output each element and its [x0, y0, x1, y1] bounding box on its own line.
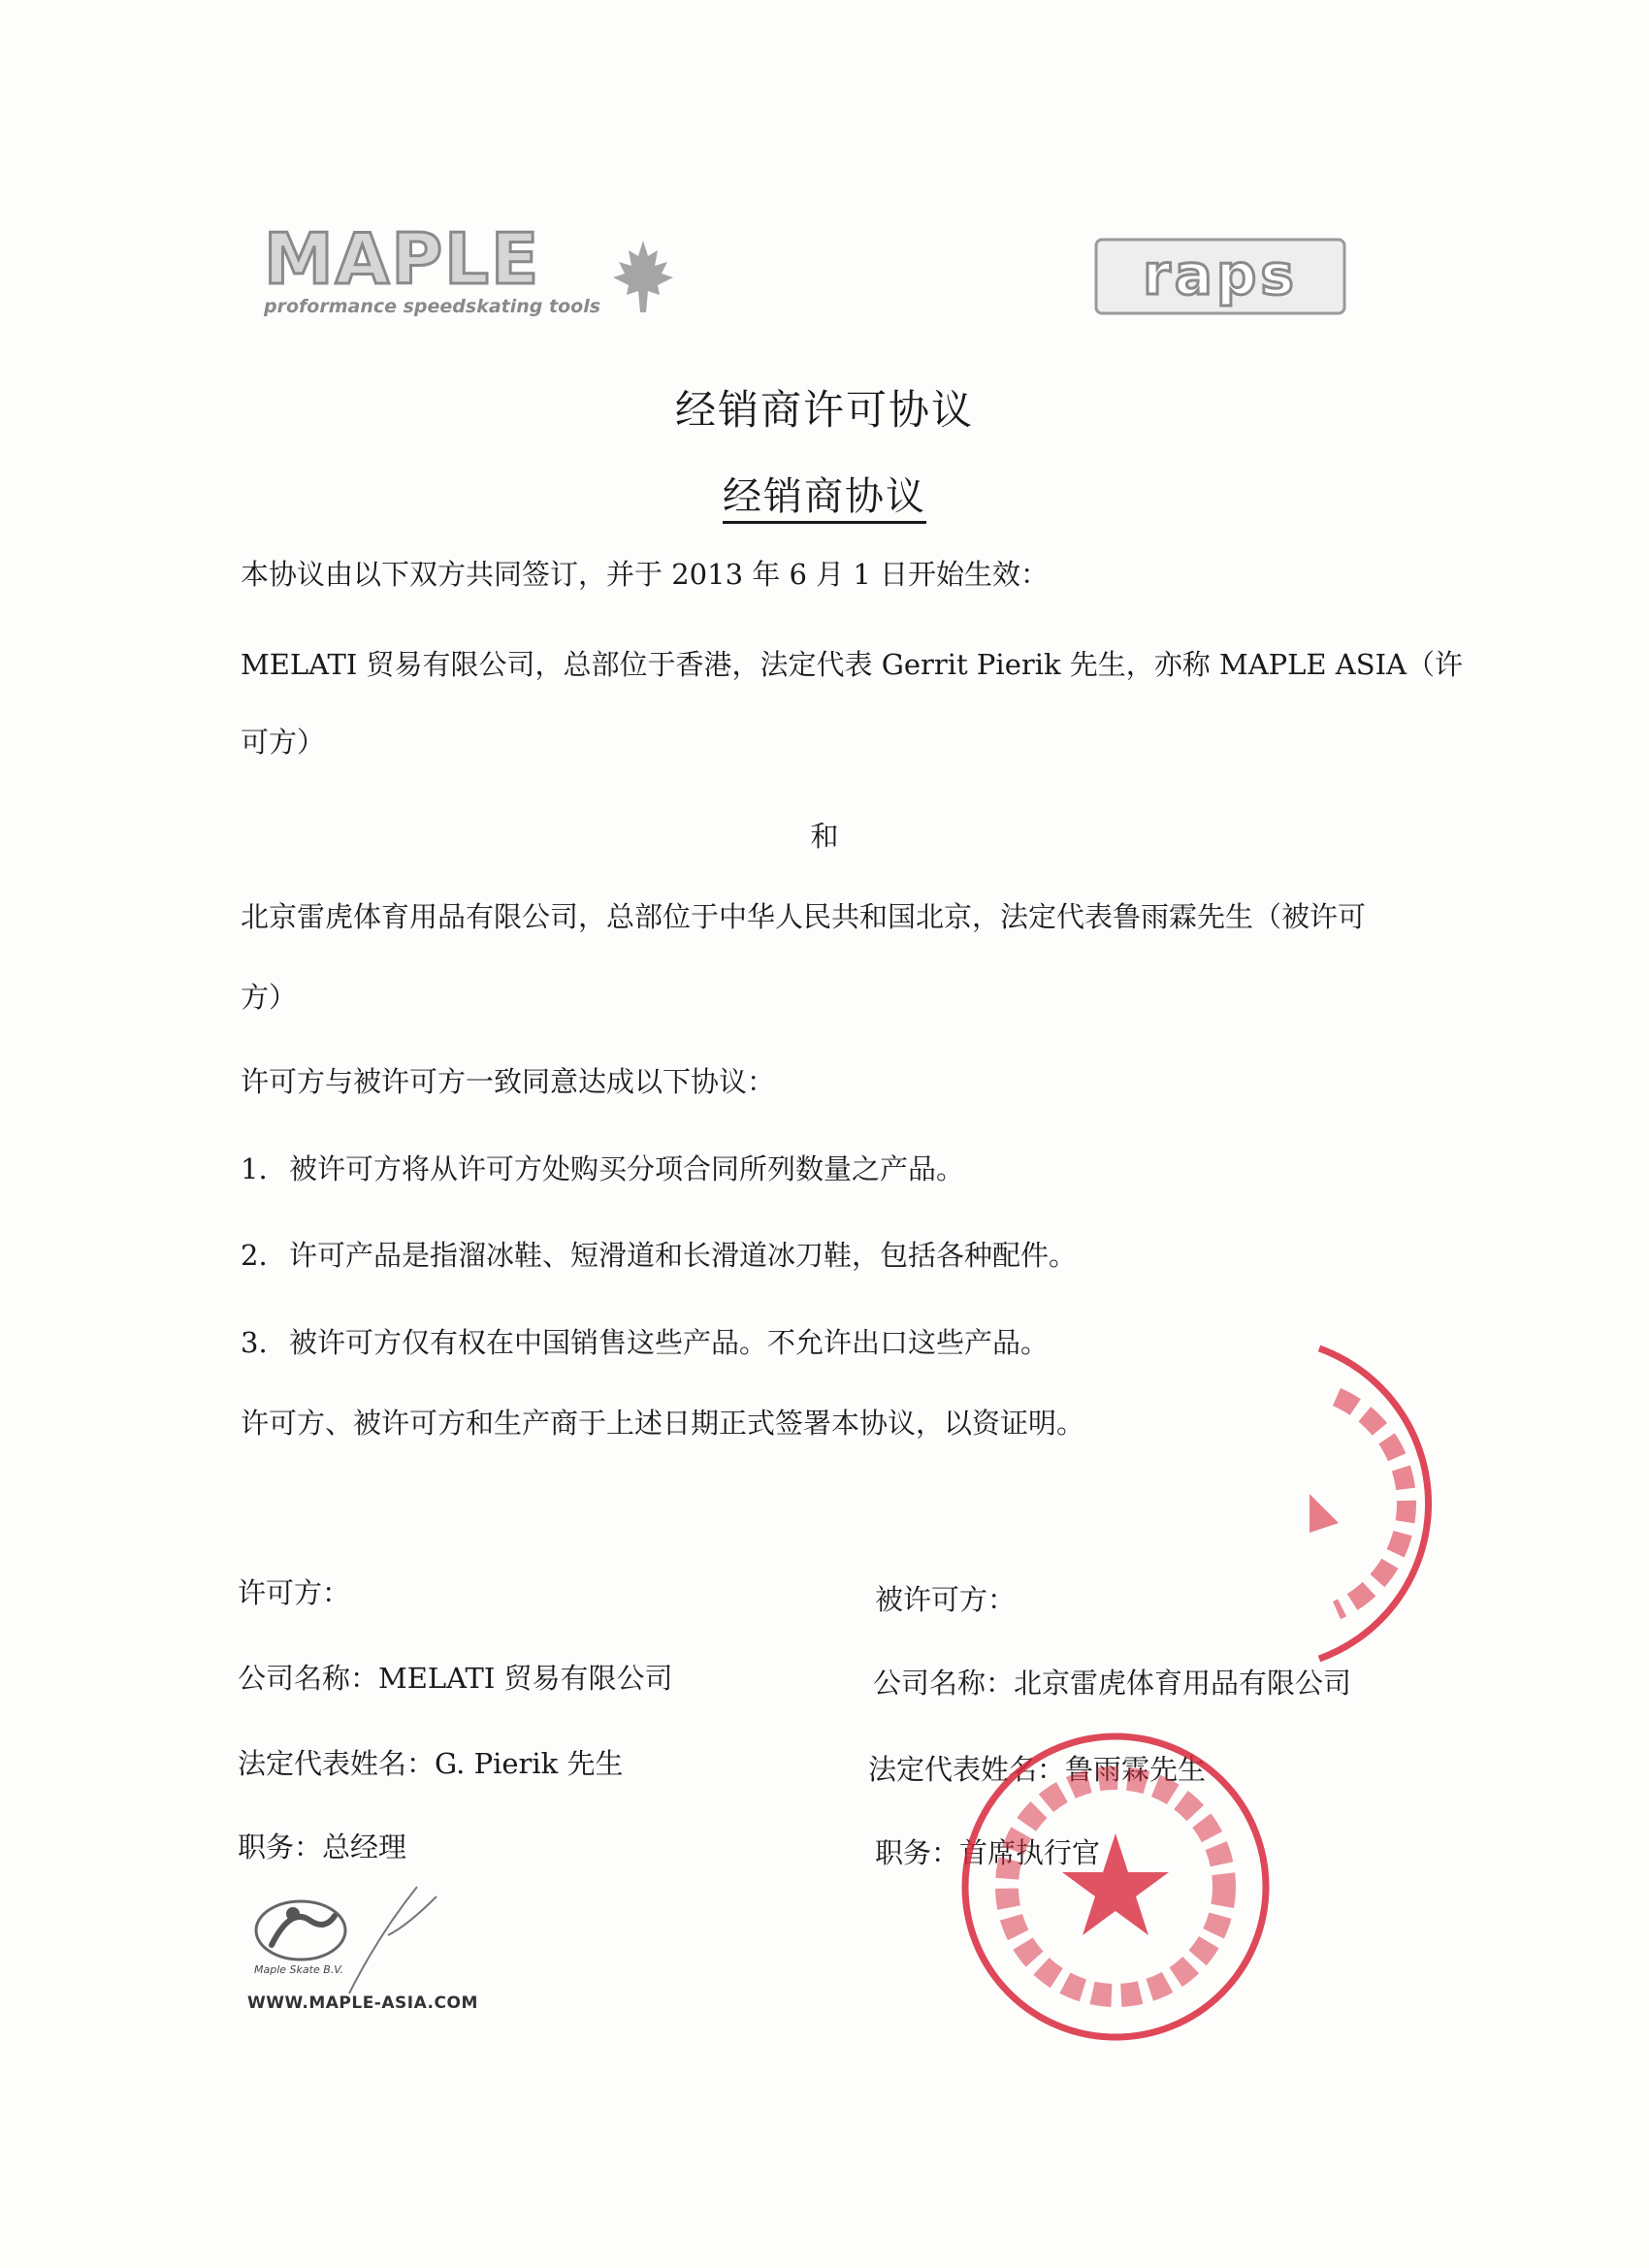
document-subtitle — [0, 466, 1649, 521]
clause-number: 3. — [241, 1326, 268, 1359]
website-url: WWW.MAPLE-ASIA.COM — [247, 1993, 478, 2013]
party-a-line-1: MELATI 贸易有限公司，总部位于香港，法定代表 Gerrit Pierik 先生，亦称 MAPLE ASIA（许 — [241, 648, 1464, 681]
clause-text: 许可产品是指溜冰鞋、短滑道和长滑道冰刀鞋，包括各种配件。 — [289, 1239, 1078, 1272]
clause-text: 被许可方将从许可方处购买分项合同所列数量之产品。 — [289, 1152, 965, 1185]
licensee-title: 职务：首席执行官 — [875, 1836, 1101, 1869]
intro-paragraph: 本协议由以下双方共同签订，并于 2013 年 6 月 1 日开始生效： — [241, 558, 1050, 591]
maple-logo — [260, 223, 706, 330]
maple-skate-label: Maple Skate B.V. — [254, 1963, 344, 1976]
witness-statement: 许可方、被许可方和生产商于上述日期正式签署本协议，以资证明。 — [241, 1407, 1085, 1440]
clause-text: 被许可方仅有权在中国销售这些产品。不允许出口这些产品。 — [289, 1326, 1050, 1359]
licensor-company: 公司名称：MELATI 贸易有限公司 — [238, 1662, 673, 1695]
licensor-heading: 许可方： — [238, 1576, 351, 1609]
maple-logo-text: MAPLE — [264, 223, 541, 300]
party-b-line-1: 北京雷虎体育用品有限公司，总部位于中华人民共和国北京，法定代表鲁雨霖先生（被许可 — [241, 900, 1367, 933]
licensee-representative: 法定代表姓名：鲁雨霖先生 — [868, 1753, 1207, 1786]
clause-item — [241, 1321, 1049, 1361]
document-subtitle-text: 经销商协议 — [723, 474, 926, 524]
maple-tagline: proformance speedskating tools — [264, 296, 601, 317]
company-seal — [955, 1727, 1276, 2047]
document-title: 经销商许可协议 — [674, 386, 974, 434]
maple-leaf-icon — [613, 241, 673, 312]
party-b-line-2: 方） — [241, 981, 298, 1014]
licensor-representative: 法定代表姓名：G. Pierik 先生 — [238, 1747, 624, 1780]
agreement-intro: 许可方与被许可方一致同意达成以下协议： — [241, 1065, 776, 1098]
licensor-title: 职务：总经理 — [238, 1831, 407, 1863]
clause-number: 2. — [241, 1239, 268, 1272]
seal-star-icon — [1062, 1833, 1169, 1935]
raps-logo — [1094, 238, 1346, 315]
company-seal-partial — [1300, 1339, 1474, 1669]
clause-item — [241, 1148, 964, 1187]
raps-logo-text: raps — [1143, 242, 1298, 308]
licensee-company: 公司名称：北京雷虎体育用品有限公司 — [873, 1667, 1352, 1700]
clause-item — [241, 1234, 1077, 1274]
clause-number: 1. — [241, 1152, 268, 1185]
signature-stroke — [349, 1887, 436, 1993]
and-connector: 和 — [810, 820, 839, 853]
party-a-line-2: 可方） — [241, 726, 326, 759]
licensee-heading: 被许可方： — [875, 1583, 1017, 1616]
